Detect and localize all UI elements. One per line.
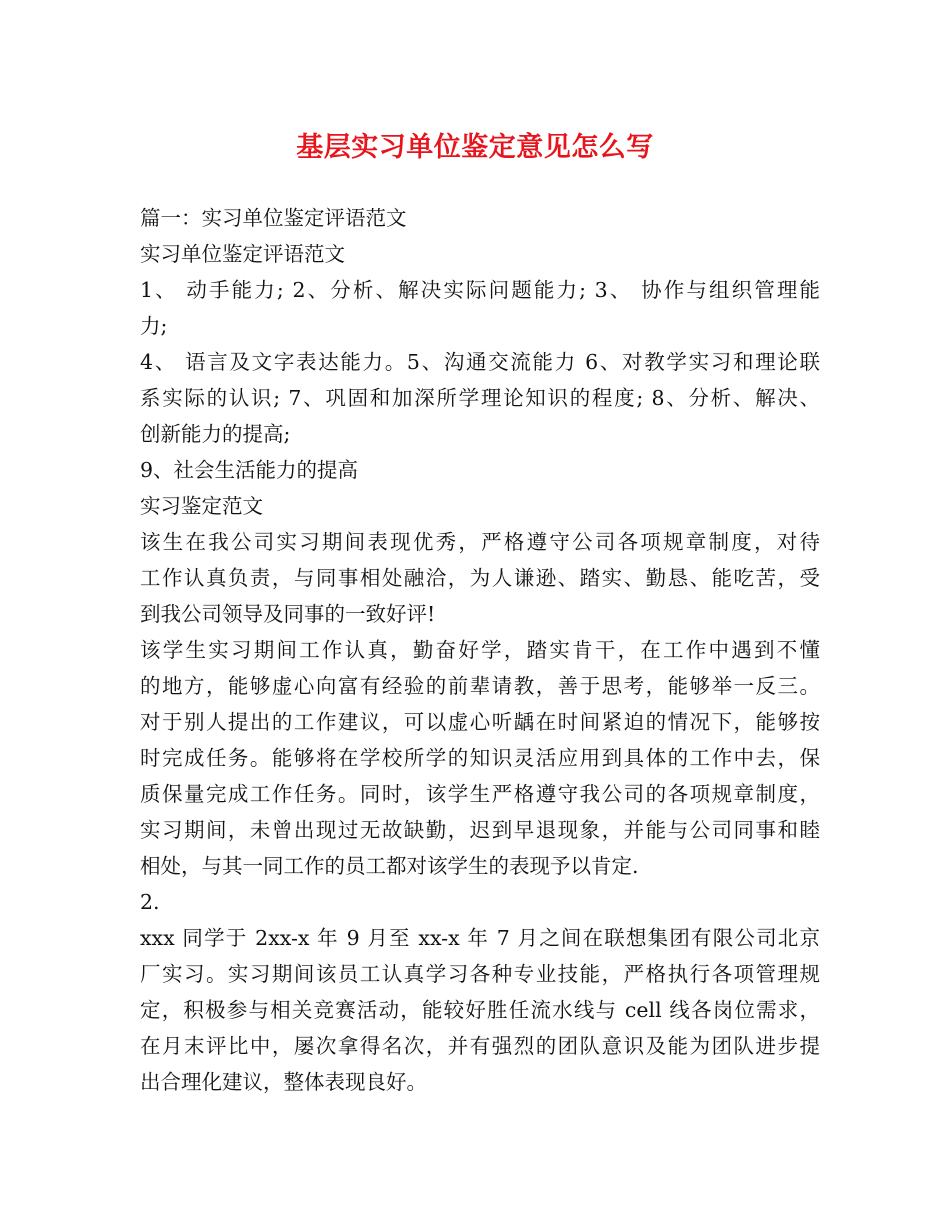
text-line: 质保量完成工作任务。同时，该学生严格遵守我公司的各项规章制度， <box>140 782 820 806</box>
text-line: xxx 同学于 2xx-x 年 9 月至 xx-x 年 7 月之间在联想集团有限公司北京 <box>140 926 820 950</box>
text-line: 1、 动手能力; 2、分析、解决实际问题能力; 3、 协作与组织管理能 <box>140 278 820 302</box>
text-line: 在月末评比中，屡次拿得名次，并有强烈的团队意识及能为团队进步提 <box>140 1034 820 1058</box>
document-title: 基层实习单位鉴定意见怎么写 <box>296 132 654 163</box>
text-line: 定，积极参与相关竞赛活动，能较好胜任流水线与 cell 线各岗位需求， <box>140 998 820 1022</box>
text-line: 对于别人提出的工作建议，可以虚心听龋在时间紧迫的情况下，能够按 <box>140 710 820 734</box>
text-line: 该生在我公司实习期间表现优秀，严格遵守公司各项规章制度，对待 <box>140 530 820 554</box>
text-line: 厂实习。实习期间该员工认真学习各种专业技能，严格执行各项管理规 <box>140 962 820 986</box>
text-line: 创新能力的提高; <box>140 422 291 446</box>
text-line: 该学生实习期间工作认真，勤奋好学，踏实肯干，在工作中遇到不懂 <box>140 638 820 662</box>
text-line: 力; <box>140 314 168 338</box>
text-line: 2. <box>140 890 160 914</box>
text-line: 实习单位鉴定评语范文 <box>140 242 345 266</box>
text-line: 时完成任务。能够将在学校所学的知识灵活应用到具体的工作中去，保 <box>140 746 820 770</box>
text-line: 工作认真负责，与同事相处融洽，为人谦逊、踏实、勤恳、能吃苦，受 <box>140 566 820 590</box>
text-line: 4、 语言及文字表达能力。5、沟通交流能力 6、对教学实习和理论联 <box>140 350 820 374</box>
text-line: 实习期间，未曾出现过无故缺勤，迟到早退现象，并能与公司同事和睦 <box>140 818 820 842</box>
text-line: 出合理化建议，整体表现良好。 <box>140 1070 427 1094</box>
text-line: 实习鉴定范文 <box>140 494 263 518</box>
text-line: 篇一：实习单位鉴定评语范文 <box>140 206 407 230</box>
text-line: 到我公司领导及同事的一致好评! <box>140 602 436 626</box>
document-body <box>140 200 820 1100</box>
text-line: 的地方，能够虚心向富有经验的前辈请教，善于思考，能够举一反三。 <box>140 674 820 698</box>
text-line: 相处，与其一同工作的员工都对该学生的表现予以肯定. <box>140 854 639 878</box>
text-line: 系实际的认识; 7、巩固和加深所学理论知识的程度; 8、分析、解决、 <box>140 386 820 410</box>
text-line: 9、社会生活能力的提高 <box>140 458 359 482</box>
